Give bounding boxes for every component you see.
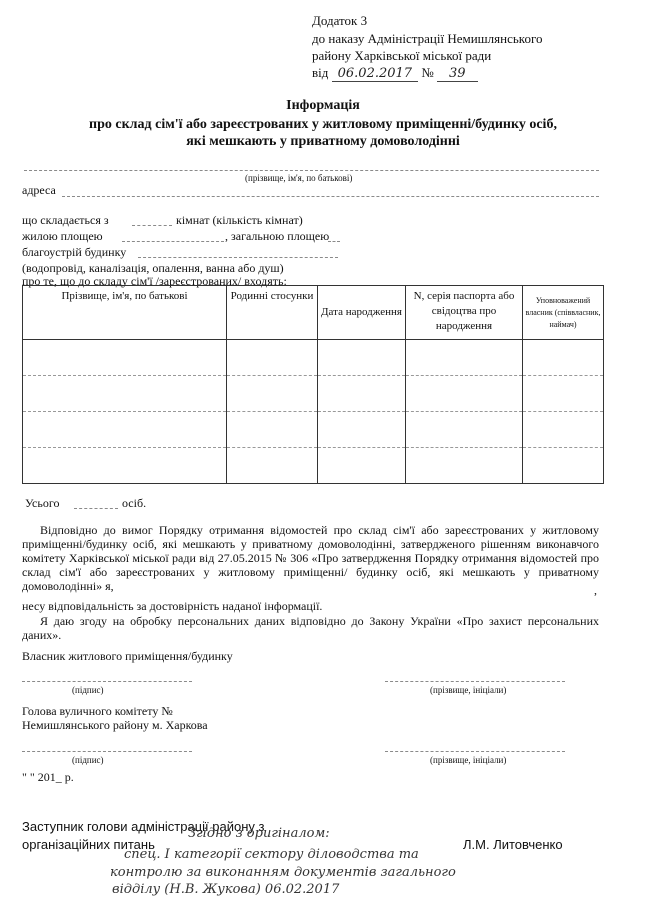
annex-number: Додаток 3 bbox=[312, 13, 368, 28]
owner-signature-line[interactable] bbox=[22, 681, 192, 682]
certification-handwritten-line2: спец. I категорії сектору діловодства та bbox=[124, 847, 419, 862]
total-area-label: , загальною площею bbox=[225, 229, 330, 243]
order-reference-line2: району Харківської міської ради bbox=[312, 48, 492, 63]
address-label: адреса bbox=[22, 183, 56, 197]
fio-caption: (прізвище, ім'я, по батькові) bbox=[245, 173, 353, 183]
col-header-relation: Родинні стосунки bbox=[227, 286, 318, 340]
living-area-input[interactable] bbox=[122, 241, 224, 242]
number-prefix: № bbox=[421, 65, 434, 80]
col-header-name: Прізвище, ім'я, по батькові bbox=[23, 286, 227, 340]
col-header-birthdate: Дата народження bbox=[318, 286, 406, 340]
head-signature-line[interactable] bbox=[22, 751, 192, 752]
date-prefix: від bbox=[312, 65, 329, 80]
address-line[interactable] bbox=[62, 196, 599, 197]
title-subline2: які мешкають у приватному домоволодінні bbox=[186, 134, 460, 149]
head-signature-caption: (підпис) bbox=[72, 755, 104, 765]
statement-responsibility: несу відповідальність за достовірність наданої інформації. bbox=[22, 599, 323, 613]
table-row[interactable] bbox=[23, 412, 604, 448]
members-table bbox=[22, 285, 604, 484]
table-row[interactable] bbox=[23, 340, 604, 376]
deputy-title-line1: Заступник голови адміністрації району з bbox=[22, 819, 265, 834]
order-date-line bbox=[312, 65, 478, 81]
certification-handwritten-line1: Згідно з оригіналом: bbox=[188, 826, 330, 841]
rooms-input[interactable] bbox=[132, 225, 172, 226]
living-area-label: жилою площею bbox=[22, 229, 103, 243]
order-number-handwritten: 39 bbox=[437, 66, 478, 82]
consent-paragraph: Я даю згоду на обробку персональних даних відповідно до Закону України «Про захист персональних даних». bbox=[22, 614, 599, 642]
head-name-line[interactable] bbox=[385, 751, 565, 752]
amenities-input[interactable] bbox=[138, 257, 338, 258]
total-suffix: осіб. bbox=[122, 496, 147, 510]
owner-label: Власник житлового приміщення/будинку bbox=[22, 649, 233, 663]
total-count-input[interactable] bbox=[74, 508, 118, 509]
col-header-owner: Уповноважений власник (співвласник, наймач) bbox=[523, 286, 604, 340]
date-line: " " 201_ р. bbox=[22, 770, 74, 784]
deputy-title-line2: організаційних питань bbox=[22, 837, 155, 852]
page-title: Інформація bbox=[286, 98, 360, 113]
certification-handwritten-line4: відділу (Н.В. Жукова) 06.02.2017 bbox=[112, 882, 340, 897]
owner-signature-caption: (підпис) bbox=[72, 685, 104, 695]
owner-name-caption: (прізвище, ініціали) bbox=[430, 685, 507, 695]
members-intro: про те, що до складу сім'ї /зареєстрованих/ входять: bbox=[22, 274, 287, 288]
total-label: Усього bbox=[25, 496, 60, 510]
rooms-caption: кімнат (кількість кімнат) bbox=[176, 213, 303, 227]
head-name-caption: (прізвище, ініціали) bbox=[430, 755, 507, 765]
statement-paragraph: Відповідно до вимог Порядку отримання відомостей про склад сім'ї або зареєстрованих у житловому приміщенні/будинку осіб, які мешкають у приватному домоволодінні, затвердженого рішенням виконавчого комітету Харківської міської ради від 27.05.2015 № 306 «Про затвердження Порядку отримання відомостей про склад сім'ї або зареєстрованих у житловому приміщенні/ будинку осіб, які мешкають у приватному домоволодінні» я, bbox=[22, 523, 599, 593]
deputy-name: Л.М. Литовченко bbox=[463, 837, 563, 852]
statement-comma: , bbox=[594, 583, 597, 597]
table-row[interactable] bbox=[23, 376, 604, 412]
district-label: Немишлянського району м. Харкова bbox=[22, 718, 208, 732]
fio-line[interactable] bbox=[24, 170, 599, 171]
amenities-label: благоустрій будинку bbox=[22, 245, 127, 259]
utilities-caption: (водопровід, каналізація, опалення, ванна або душ) bbox=[22, 261, 284, 275]
col-header-document: N, серія паспорта або свідоцтва про народження bbox=[406, 286, 523, 340]
order-date-handwritten: 06.02.2017 bbox=[332, 66, 418, 82]
order-reference-line1: до наказу Адміністрації Немишлянського bbox=[312, 31, 543, 46]
table-row[interactable] bbox=[23, 448, 604, 484]
table-header-row bbox=[23, 286, 604, 340]
total-area-input[interactable] bbox=[328, 241, 340, 242]
owner-name-line[interactable] bbox=[385, 681, 565, 682]
street-committee-label: Голова вуличного комітету № bbox=[22, 704, 173, 718]
title-subline1: про склад сім'ї або зареєстрованих у житловому приміщенні/будинку осіб, bbox=[89, 117, 557, 132]
rooms-label: що складається з bbox=[22, 213, 109, 227]
certification-handwritten-line3: контролю за виконанням документів загального bbox=[110, 865, 456, 880]
